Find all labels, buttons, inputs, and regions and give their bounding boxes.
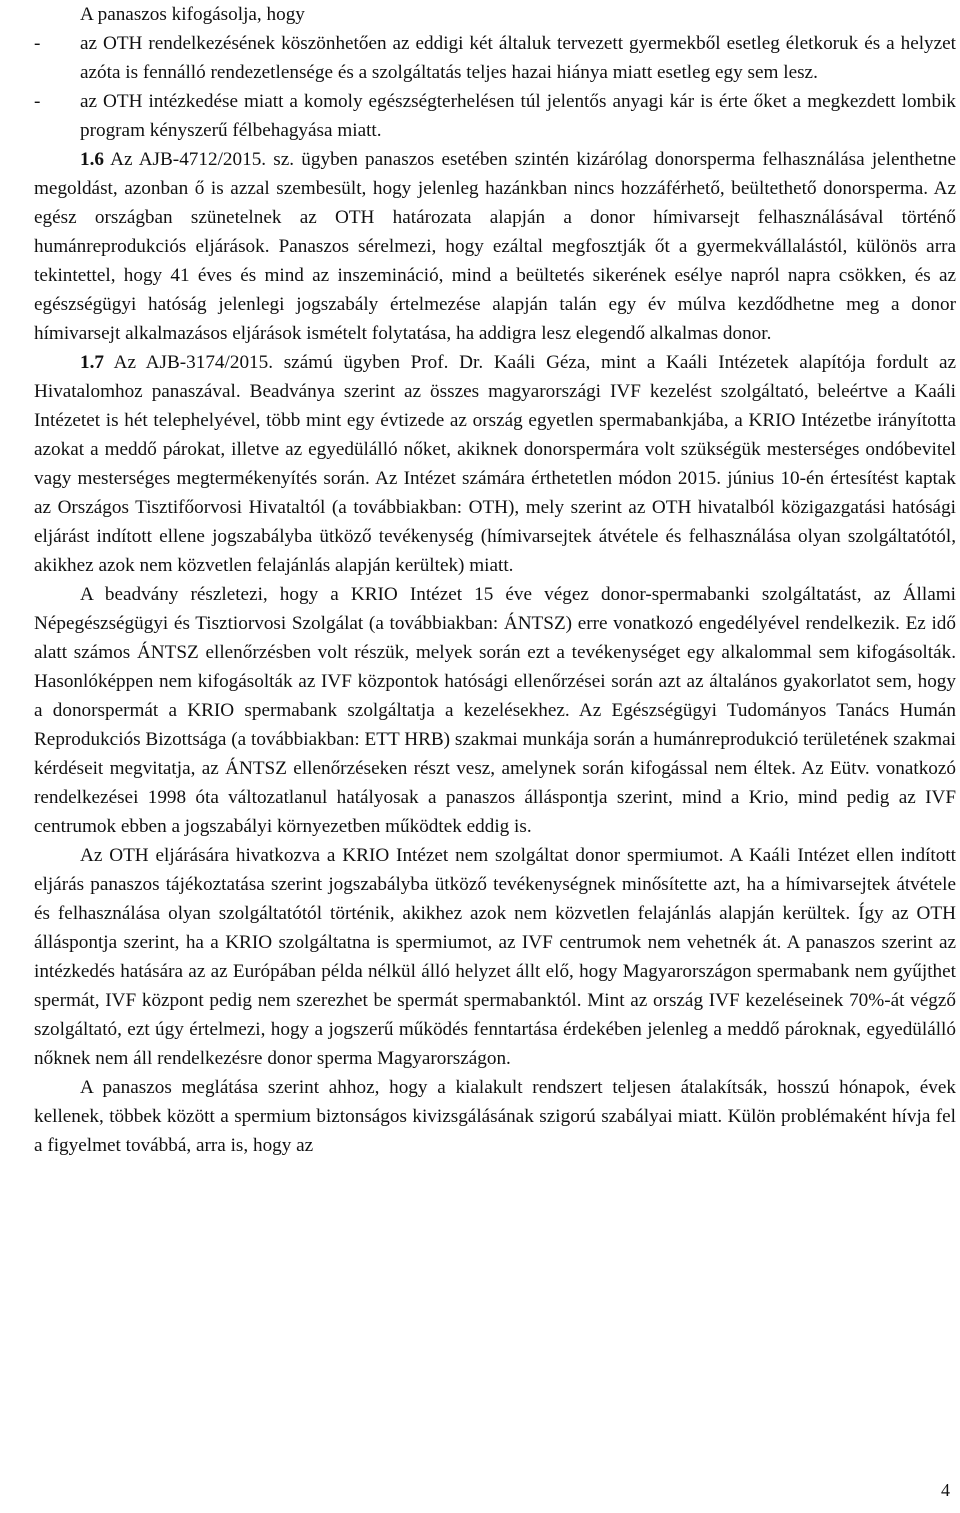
body-paragraph: A panaszos meglátása szerint ahhoz, hogy a kialakult rendszert teljesen átalakítsák, hosszú hónapok, évek kellenek, többek között a spermium biztonságos kivizsgálásának szigorú szabályai miatt. Külön problémaként hívja fel a figyelmet továbbá, arra is, hogy az (34, 1077, 956, 1156)
section-paragraph (34, 348, 956, 580)
bullet-dash: - (34, 33, 41, 54)
page-number: 4 (941, 1480, 950, 1500)
body-paragraph: Az OTH eljárására hivatkozva a KRIO Intézet nem szolgáltat donor spermiumot. A Kaáli Intézet ellen indított eljárás panaszos tájékoztatása szerint jogszabályba ütköző tevékenységnek minősítette azt, ha a hímivarsejtek átvétele és felhasználása olyan szolgáltatótól történik, akikhez azok nem közvetlen felajánlás alapján kerültek. Így az OTH álláspontja szerint, ha a KRIO szolgáltatna is spermiumot, az IVF centrumok nem vehetnék át. A panaszos szerint az intézkedés hatására az az Európában példa nélkül álló helyzet állt elő, hogy Magyarországon spermabank nem gyűjthet spermát, IVF központ pedig nem szerezhet be spermát spermabanktól. Mint az ország IVF kezeléseinek 70%-át végző szolgáltató, ezt úgy értelmezi, hogy a jogszerű működés fenntartása érdekében jelenleg a meddő pároknak, egyedülálló nőknek nem áll rendelkezésre donor sperma Magyarországon. (34, 845, 956, 1069)
section-text: Az AJB-4712/2015. sz. ügyben panaszos esetében szintén kizárólag donorsperma felhasználása jelenthetne megoldást, azonban ő is azzal szembesült, hogy jelenleg hazánkban nincs hozzáférhető, beültethető donorsperma. Az egész országban szünetelnek az OTH határozata alapján a donor hímivarsejt felhasználásával történő humánreprodukciós eljárások. Panaszos sérelmezi, hogy ezáltal megfosztják őt a gyermekvállalástól, különös arra tekintettel, hogy 41 éves és mind az inszemináció, mind a beültetés sikerének esélye napról napra csökken, és az egészségügyi hatóság jelenlegi jogszabály értelmezése alapján talán egy év múlva kezdődhetne meg a donor hímivarsejt alkalmazásos eljárások ismételt folytatása, ha addigra lesz elegendő alkalmas donor. (34, 149, 956, 344)
intro-paragraph: A panaszos kifogásolja, hogy (80, 4, 305, 25)
section-text: Az AJB-3174/2015. számú ügyben Prof. Dr. Kaáli Géza, mint a Kaáli Intézetek alapítója fordult az Hivatalomhoz panaszával. Beadványa szerint az összes magyarországi IVF kezelést szolgáltató, beleértve a Kaáli Intézetet is hét telephelyével, több mint egy évtizede az ország egyetlen spermabankjába, a KRIO Intézetbe irányította azokat a meddő párokat, illetve az egyedülálló nőket, akiknek donorspermára volt szükségük mesterséges ondóbevitel vagy mesterséges megtermékenyítés során. Az Intézet számára érthetetlen módon 2015. június 10-én értesítést kaptak az Országos Tisztifőorvosi Hivataltól (a továbbiakban: OTH), mely szerint az OTH hivatalból közigazgatási hatósági eljárást indított ellene jogszabályba ütköző tevékenység (hímivarsejtek átvétele és felhasználása olyan szolgáltatótól, akikhez azok nem közvetlen felajánlás alapján kerültek) miatt. (34, 352, 956, 576)
section-number: 1.7 (80, 352, 104, 373)
bullet-dash: - (34, 91, 41, 112)
section-number: 1.6 (80, 149, 104, 170)
body-paragraph: A beadvány részletezi, hogy a KRIO Intézet 15 éve végez donor-spermabanki szolgáltatást, az Állami Népegészségügyi és Tisztiorvosi Szolgálat (a továbbiakban: ÁNTSZ) erre vonatkozó engedélyével rendelkezik. Ez idő alatt számos ÁNTSZ ellenőrzésben volt részük, melyek során ezt a tevékenységet egy alkalommal sem kifogásolták. Hasonlóképpen nem kifogásolták az IVF központok hatósági ellenőrzései során azt az általános gyakorlatot sem, hogy a donorspermát a KRIO spermabank szolgáltatja a kezelésekhez. Az Egészségügyi Tudományos Tanács Humán Reprodukciós Bizottsága (a továbbiakban: ETT HRB) szakmai munkája során a humánreprodukció területének szakmai kérdéseit megvitatja, az ÁNTSZ ellenőrzéseken részt vesz, amelynek során kifogással nem éltek. Az Eütv. vonatkozó rendelkezései 1998 óta változatlanul hatályosak a panaszos álláspontja szerint, mind a Krio, mind pedig az IVF centrumok ebben a jogszabályi környezetben működtek eddig is. (34, 584, 956, 837)
bullet-item (34, 87, 956, 145)
bullet-text: az OTH intézkedése miatt a komoly egészségterhelésen túl jelentős anyagi kár is érte őket a megkezdett lombik program kényszerű félbehagyása miatt. (80, 91, 956, 141)
bullet-item (34, 29, 956, 87)
section-paragraph (34, 145, 956, 348)
bullet-text: az OTH rendelkezésének köszönhetően az eddigi két általuk tervezett gyermekből esetleg életkoruk és a helyzet azóta is fennálló rendezetlensége és a szolgáltatás teljes hazai hiánya miatt esetleg egy sem lesz. (80, 33, 956, 83)
document-body (34, 0, 956, 1160)
